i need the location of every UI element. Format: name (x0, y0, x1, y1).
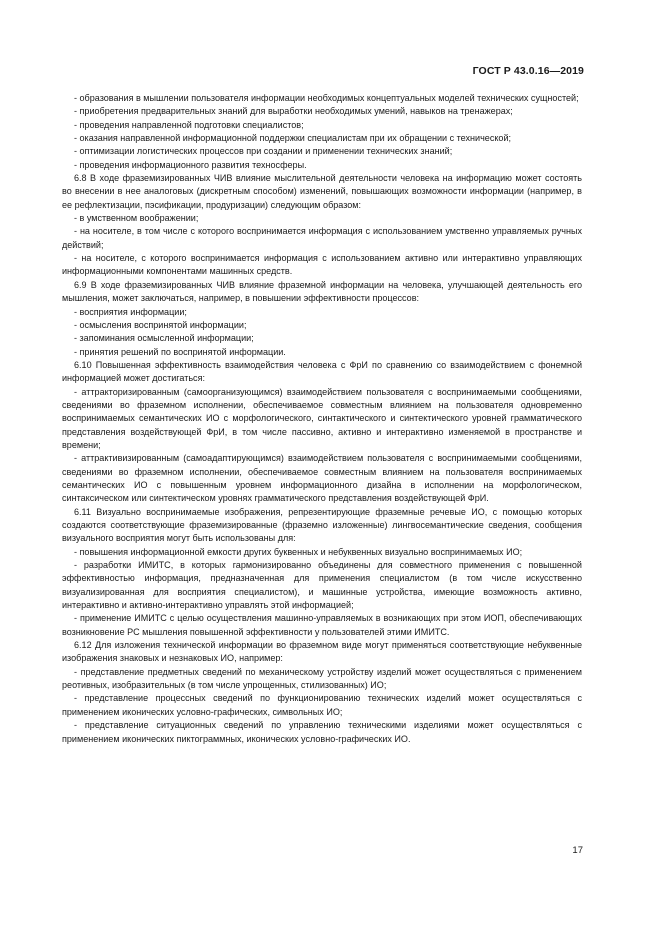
paragraph: - восприятия информации; (74, 306, 187, 317)
standard-header: ГОСТ Р 43.0.16—2019 (472, 65, 584, 77)
paragraph: - образования в мышлении пользователя информации необходимых концептуальных моделей технических сущностей; (74, 93, 579, 103)
paragraph: - представление ситуационных сведений по управлению техническими изделиями может осуществляться с применением иконических пиктограммных, иконических условно-графических ИО. (62, 720, 582, 744)
paragraph: - принятия решений по воспринятой информации. (74, 346, 286, 357)
paragraph: 6.12 Для изложения технической информации во фраземном виде могут применяться соответствующие небуквенные изображения знаковых и незнаковых ИО, например: (62, 640, 582, 664)
paragraph: - представление предметных сведений по механическому устройству изделий может осуществляться с применением реотивных, изобразительных (в том числе упрощенных, стилизованных) ИО; (62, 666, 582, 691)
paragraph: - представление процессных сведений по функционированию технических изделий может осуществляться с применением иконических условно-графических, символьных ИО; (62, 693, 582, 717)
paragraph: - разработки ИМИТС, в которых гармонизированно объединены для совместного применения с повышенной эффективностью информация, предназначенная для применения специалистом (в том числе искусственно визуализированная для восприятия специалистом), и машинные устройства, имеющие возможность активно, интерактивно и активно-интерактивно управлять этой информацией; (62, 560, 582, 611)
paragraph: 6.8 В ходе фраземизированных ЧИВ влияние мыслительной деятельности человека на информацию может состоять во внесении в нее аналоговых (дискретным способом) изменений, повышающих возможности информации (например, в ее рефлектизации, пэсификации, продуризации) следующим образом: (62, 173, 582, 210)
paragraph: - в умственном воображении; (74, 213, 199, 224)
page-number: 17 (572, 845, 583, 856)
paragraph: - аттракторизированным (самоорганизующимся) взаимодействием пользователя с воспринимаемыми сообщениями, сведениями во фраземном исполнении, обеспечиваемое совместным влиянием на пользователя одновременно воспринимаемых семантических ИО с морфологического, синтактического и синтектического уровней грамматического представления воздействующей ФрИ, в том числе пассивно, активно и интерактивно изменяемой в пространстве и времени; (62, 386, 582, 450)
paragraph: - оказания направленной информационной поддержки специалистам при их обращении с технической; (74, 133, 512, 144)
paragraph: - аттрактивизированным (самоадаптирующимся) взаимодействием пользователя с воспринимаемыми сообщениями, сведениями во фраземном исполнении, обеспечиваемое совместным влиянием на пользователя воспринимаемых семантических ИО с повышенным уровнем информационного дизайна в исполнении на морфологическом, синтаксическом или синтектическом уровнях грамматического представления воздействующей ФрИ. (62, 453, 582, 504)
paragraph: 6.9 В ходе фраземизированных ЧИВ влияние фраземной информации на человека, улучшающей деятельность его мышления, может заключаться, например, в повышении эффективности процессов: (62, 279, 582, 304)
paragraph: - повышения информационной емкости других буквенных и небуквенных визуально воспринимаемых ИО; (74, 546, 523, 557)
paragraph: - применение ИМИТС с целью осуществления машинно-управляемых в возникающих при этом ИОП, обеспечивающих возникновение РС мышления повышенной эффективности у пользователей этими ИМИТС. (62, 613, 582, 637)
paragraph: 6.11 Визуально воспринимаемые изображения, репрезентирующие фраземные речевые ИО, с помощью которых создаются соответствующие фраземизированные (фраземно изложенные) лингвосемантические сведения, сообщения визуального восприятия могут быть использованы для: (62, 506, 582, 544)
paragraph: - запоминания осмысленной информации; (74, 333, 254, 344)
paragraph: - на носителе, в том числе с которого воспринимается информация с использованием умственно управляемых ручных действий; (62, 226, 582, 250)
paragraph: - на носителе, с которого воспринимается информация с использованием активно или интерактивно управляющих информационными компонентами машинных средств. (62, 253, 582, 277)
paragraph: - приобретения предварительных знаний для выработки необходимых умений, навыков на тренажерах; (74, 106, 513, 117)
paragraph: 6.10 Повышенная эффективность взаимодействия человека с ФрИ по сравнению со взаимодействием с фонемной информацией может достигаться: (62, 359, 582, 384)
paragraph: - оптимизации логистических процессов при создании и применении технических знаний; (74, 146, 453, 157)
paragraph: - проведения информационного развития техносферы. (74, 159, 307, 170)
paragraph: - проведения направленной подготовки специалистов; (74, 119, 304, 130)
paragraph: - осмысления воспринятой информации; (74, 319, 247, 330)
document-body (62, 92, 582, 746)
